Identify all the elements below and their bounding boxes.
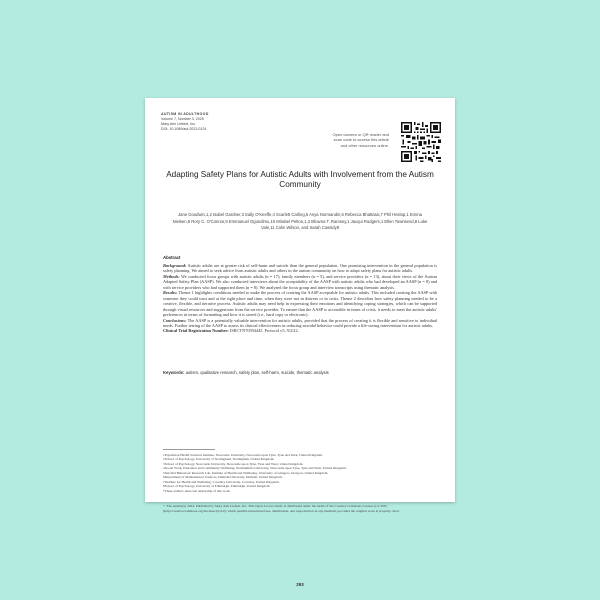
journal-meta	[161, 112, 271, 132]
keywords-text: autism, qualitative research, safety plan, self-harm, suicide, thematic analysis	[185, 370, 329, 375]
affiliation: 2School of Psychology, University of Nottingham, Nottingham, United Kingdom.	[163, 457, 275, 462]
affiliation: 4Social Work, Education and Community Wellbeing, Northumbria University, Newcastle upon Tyne, Tyne and Wear, United Kingdom.	[163, 466, 347, 471]
affiliation: *These authors share last authorship of this work.	[163, 488, 231, 493]
qr-block	[331, 122, 441, 168]
affiliation: 1Population Health Sciences Institute, Newcastle University, Newcastle upon Tyne, Tyne and Wear, United Kingdom.	[163, 453, 323, 457]
footnote-divider	[163, 449, 215, 450]
abstract-background: Background: Autistic adults are at greater risk of self-harm and suicide than the general population. One promising intervention in the general population is safety planning. We aimed to seek advice from autistic adults and others in the autism community on how to adapt safety plans for autistic adults.	[163, 263, 437, 274]
affiliation: 6Department of Mathematical Sciences, Durham University, Durham, United Kingdom.	[163, 475, 283, 480]
affiliation: 5Suicidal Behaviour Research Lab, Institute of Health and Wellbeing, University of Glasgow, Glasgow, United Kingdom.	[163, 470, 329, 475]
keywords	[163, 370, 437, 375]
journal-doi: DOI: 10.1089/aut.2023.0124	[161, 127, 207, 131]
abstract-conclusions: Conclusions: The AASP is a potentially valuable intervention for autistic adults, provided that the process of creating it is flexible and sensitive to individual needs. Further testing of the AASP to assess its clinical effectiveness in reducing suicidal behavior could provide a life-saving intervention for autistic adults.	[163, 317, 437, 328]
journal-name: AUTISM IN ADULTHOOD	[161, 112, 209, 116]
author-list: Jane Goodwin,1,2 Isabel Gardner,3 Sally O'Keeffe,4 Scarlett Carling,5 Anya Normandin,6 Rebecca Bhattarai,7 Phil Heslop,1 Emma Nielsen,8 Rory C. O'Connor,9 Emmanuel Ogundimu,10 Mirabel Pelton,1,3 Bhavna T. Ramsey,1 Jacqui Rodgers,1 Ellen Townsend,8 Luke Vale,11 Colin Wilson, and Sarah Cassidy8	[172, 212, 428, 231]
copyright-notice: © The Author(s) 2024. Published by Mary Ann Liebert, Inc. This Open Access article is distributed under the terms of the Creative Commons License (CC-BY) (http://creativecommons.org/licenses/by/4.0), which permits unrestricted use, distribution, and reproduction in any medium, provided the original work is properly cited.	[163, 504, 400, 513]
journal-volume: Volume 7, Number 3, 2025	[161, 117, 204, 121]
keywords-label: Keywords:	[163, 370, 185, 375]
page-number: 293	[296, 582, 304, 587]
affiliation: 8School of Psychology, University of Edinburgh, Edinburgh, United Kingdom.	[163, 484, 271, 489]
journal-publisher: Mary Ann Liebert, Inc.	[161, 122, 196, 126]
abstract-methods: Methods: We conducted focus groups with autistic adults (n = 17), family members (n = 5), and service providers (n = 13), about their views of the Autism Adapted Safety Plan (AASP). We also conducted interviews about the acceptability of the AASP with autistic adults who had developed an AASP (n = 8) and with service providers who had supported them (n = 8). We analyzed the focus group and interview transcripts using thematic analysis.	[163, 273, 437, 290]
abstract-body	[163, 263, 437, 334]
abstract-registration: Clinical Trial Registration Number: ISRCTN70594445. Protocol v5, 9/2/22.	[163, 328, 299, 334]
affiliation: 3School of Psychology, Newcastle University, Newcastle upon Tyne, Tyne and Wear, United Kingdom.	[163, 461, 304, 466]
qr-caption: Open camera or QR reader and scan code to access this article and other resources online.	[332, 132, 389, 148]
abstract-results: Results: Theme 1 highlights conditions needed to make the process of creating the AASP acceptable for autistic adults. This included creating the AASP with someone they could trust and at the right place and time, when they were not in distress or in crisis. Theme 2 describes how safety planning needed to be a creative, flexible, and iterative process. Autistic adults may need help in expressing their emotions and identifying coping strategies, which can be supported through visual resources and suggestions from the service provider. To ensure that the AASP is accessible in times of crisis, it needs to meet the autistic adults' preferences in terms of formatting and how it is stored (i.e., hard copy or electronic).	[163, 290, 437, 318]
qr-code-icon	[401, 122, 441, 162]
affiliations	[163, 453, 437, 493]
article-title: Adapting Safety Plans for Autistic Adults with Involvement from the Autism Community	[166, 170, 434, 189]
paper-page	[145, 98, 455, 587]
abstract-heading: Abstract	[163, 255, 181, 260]
affiliation: 7Institute for Health and Wellbeing, Coventry University, Coventry, United Kingdom.	[163, 479, 280, 484]
